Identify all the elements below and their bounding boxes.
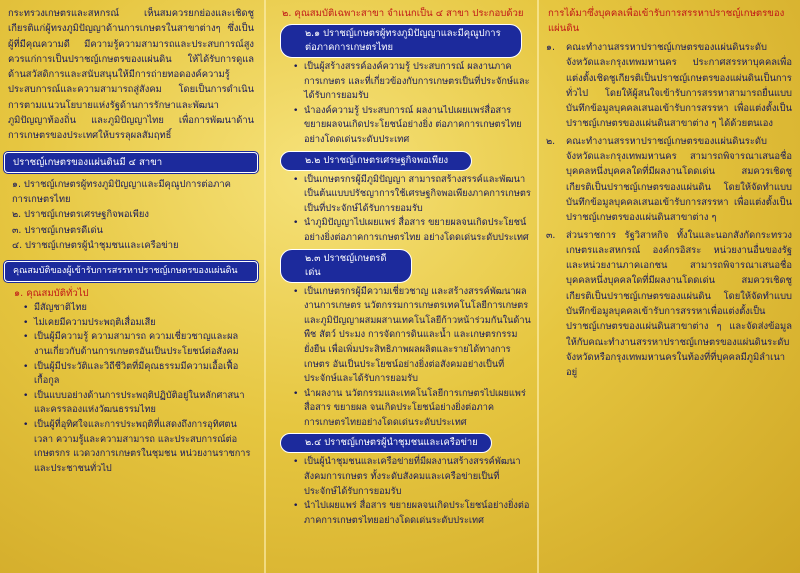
branch-item: ๓. ปราชญ์เกษตรดีเด่น	[12, 224, 103, 236]
item-number: ๑.	[546, 42, 555, 53]
section-2-3-bar: ๒.๓ ปราชญ์เกษตรดีเด่น	[280, 249, 412, 283]
list-item	[546, 228, 792, 381]
general-qualification-list	[8, 301, 254, 476]
section-2-4	[274, 433, 532, 528]
section-2-4-bar: ๒.๔ ปราชญ์เกษตรผู้นำชุมชนและเครือข่าย	[280, 433, 492, 453]
list-item: • นำไปเผยแพร่ สื่อสาร ขยายผลจนเกิดประโยชน์อย่างยิ่งต่อภาคการเกษตรไทยอย่างโดดเด่นระดับประเทศ	[304, 499, 532, 528]
list-item: • เป็นเกษตรกรผู้มีภูมิปัญญา สามารถสร้างสรรค์และพัฒนาเป็นต้นแบบปรัชญาการใช้เศรษฐกิจพอเพียงภาคการเกษตร เป็นที่ประจักษ์ได้รับการยอมรับ	[304, 173, 532, 217]
section-2-2-bar: ๒.๒ ปราชญ์เกษตรเศรษฐกิจพอเพียง	[280, 151, 472, 171]
list-item	[546, 134, 792, 226]
list-item: • นำภูมิปัญญาไปเผยแพร่ สื่อสาร ขยายผลจนเกิดประโยชน์อย่างยิ่งต่อภาคการเกษตรไทย อย่างโดดเด่นระดับประเทศ	[304, 216, 532, 245]
item-number: ๒.	[546, 135, 556, 147]
list-item	[546, 40, 792, 132]
list-item: • เป็นแบบอย่างด้านการประพฤติปฏิบัติอยู่ในหลักศาสนาและครรลองแห่งวัฒนธรรมไทย	[34, 389, 254, 418]
section-2-2-list	[274, 173, 532, 246]
branch-item: ๒. ปราชญ์เกษตรเศรษฐกิจพอเพียง	[12, 209, 149, 221]
list-item: • นำองค์ความรู้ ประสบการณ์ ผลงานไปเผยแพร่สื่อสาร ขยายผลจนเกิดประโยชน์อย่างยิ่ง ต่อภาคการเกษตรไทยอย่างโดดเด่นระดับประเทศ	[304, 104, 532, 148]
list-item: • เป็นผู้นำชุมชนและเครือข่ายที่มีผลงานสร้างสรรค์พัฒนาสังคมการเกษตร ทั้งระดับสังคมและเครือข่ายเป็นที่ประจักษ์ได้รับการยอมรับ	[304, 455, 532, 499]
column-left	[0, 0, 262, 573]
column-middle	[268, 0, 536, 573]
branches-title-bar	[4, 152, 258, 173]
list-item: • ไม่เคยมีความประพฤติเสื่อมเสีย	[34, 316, 254, 331]
item-text: คณะทำงานสรรหาปราชญ์เกษตรของแผ่นดินระดับจังหวัดและกรุงเทพมหานคร ประกาศสรรหาบุคคลเพื่อแต่งตั้งเชิดชูเกียรติเป็นปราชญ์เกษตรของแผ่นดินเป็นการทั่วไป โดยให้ผู้สนใจเข้ารับการสรรหาสามารถยื่นแบบบันทึกข้อมูลบุคคลเสนอเข้ารับการสรรหา เพื่อแต่งตั้งเป็นปราชญ์เกษตรของแผ่นดินสาขาต่าง ๆ ได้ด้วยตนเอง	[566, 42, 792, 130]
list-item: • มีสัญชาติไทย	[34, 301, 254, 316]
list-item: • เป็นผู้สร้างสรรค์องค์ความรู้ ประสบการณ์ ผลงานภาคการเกษตร และที่เกี่ยวข้องกับการเกษตรเป็นที่ประจักษ์และได้รับการยอมรับ	[304, 60, 532, 104]
list-item: • เป็นผู้ที่อุทิศใจและการประพฤติที่แสดงถึงการอุทิศตนเวลา ความรู้และความสามารถ และประสบการณ์ต่อเกษตรกร แวดวงการเกษตรในชุมชน หน่วยงานราชการและประชาชนทั่วไป	[34, 418, 254, 476]
branches-title: ปราชญ์เกษตรของแผ่นดินมี ๔ สาขา	[13, 156, 163, 168]
item-text: คณะทำงานสรรหาปราชญ์เกษตรของแผ่นดินระดับจังหวัดและกรุงเทพมหานคร สามารถพิจารณาเสนอชื่อบุคคลหนึ่งบุคคลใดที่มีผลงานโดดเด่น สมควรเชิดชูเกียรติเป็นปราชญ์เกษตรของแผ่นดิน โดยให้จัดทำแบบบันทึกข้อมูลบุคคลเสนอเข้ารับการสรรหา เพื่อแต่งตั้งเป็นปราชญ์เกษตรของแผ่นดินสาขาต่าง ๆ	[566, 135, 792, 224]
section-2-3-list	[274, 285, 532, 431]
item-number: ๓.	[546, 229, 556, 241]
branch-item: ๔. ปราชญ์เกษตรผู้นำชุมชนและเครือข่าย	[12, 239, 179, 251]
intro-paragraph: กระทรวงเกษตรและสหกรณ์ เห็นสมควรยกย่องและเชิดชูเกียรติแก่ผู้ทรงภูมิปัญญาด้านการเกษตรในสาขาต่างๆ ซึ่งเป็นผู้ที่มีคุณความดี มีความรู้ความสามารถและประสบการณ์สูงควรแก่การเป็นปราชญ์เกษตรของแผ่นดิน ให้ได้รับการดูแลด้านสวัสดิการและสนับสนุนให้มีการถ่ายทอดองค์ความรู้ ประสบการณ์และความสามารถสู่สังคม โดยเป็นการดำเนินการตามแนวนโยบายแห่งรัฐด้านการรักษาและพัฒนาภูมิปัญญาท้องถิ่น และภูมิปัญญาไทย เพื่อการพัฒนาด้านการเกษตรของประเทศให้บรรลุผลสัมฤทธิ์	[8, 8, 254, 142]
section-2-1	[274, 24, 532, 148]
specific-qualification-heading: ๒. คุณสมบัติเฉพาะสาขา จำแนกเป็น ๔ สาขา ประกอบด้วย	[282, 8, 524, 19]
qualification-title: คุณสมบัติของผู้เข้ารับการสรรหาปราชญ์เกษตรของแผ่นดิน	[13, 266, 238, 277]
item-text: ส่วนราชการ รัฐวิสาหกิจ ทั้งในและนอกสังกัดกระทรวงเกษตรและสหกรณ์ องค์กรอิสระ หน่วยงานอื่นของรัฐ และหน่วยงานภาคเอกชน สามารถพิจารณาเสนอชื่อบุคคลหนึ่งบุคคลใดที่มีผลงานโดดเด่น สมควรเชิดชูเกียรติเป็นปราชญ์เกษตรของแผ่นดิน โดยให้จัดทำแบบบันทึกข้อมูลบุคคลเข้ารับการสรรหาเพื่อแต่งตั้งเป็นปราชญ์เกษตรของแผ่นดินสาขาต่าง ๆ และจัดส่งข้อมูลให้กับคณะทำงานสรรหาปราชญ์เกษตรของแผ่นดินระดับจังหวัดหรือกรุงเทพมหานครในท้องที่ที่บุคคลมีภูมิลำเนาอยู่	[566, 229, 792, 379]
list-item: • เป็นผู้มีประวัติและวิถีชีวิตที่มีคุณธรรมมีความเอื้อเฟื้อเกื้อกูล	[34, 360, 254, 389]
general-qualification-heading: ๑. คุณสมบัติทั่วไป	[14, 288, 89, 300]
nomination-list	[544, 40, 792, 381]
branches-list	[8, 177, 254, 253]
list-item: • เป็นผู้มีความรู้ ความสามารถ ความเชี่ยวชาญและผลงานเกี่ยวกับด้านการเกษตรอันเป็นประโยชน์ต่อสังคม	[34, 330, 254, 359]
column-right	[540, 0, 800, 573]
qualification-title-bar	[4, 261, 258, 282]
section-2-1-list	[274, 60, 532, 148]
nomination-heading: การได้มาซึ่งบุคคลเพื่อเข้ารับการสรรหาปราชญ์เกษตรของแผ่นดิน	[548, 8, 785, 34]
list-item: • เป็นเกษตรกรผู้มีความเชี่ยวชาญ และสร้างสรรค์พัฒนาผลงานการเกษตร นวัตกรรมการเกษตรเทคโนโลยีการเกษตร และภูมิปัญญาผสมผสานเทคโนโลยีก้าวหน้าร่วมกันในด้านพืช สัตว์ ประมง การจัดการดินและน้ำ และเกษตรกรรมยั่งยืน เพื่อเพิ่มประสิทธิภาพผลผลิตและรายได้ทางการเกษตร อันเป็นประโยชน์อย่างยิ่งต่อสังคมอย่างเป็นที่ประจักษ์และได้รับการยอมรับ	[304, 285, 532, 387]
section-2-1-bar: ๒.๑ ปราชญ์เกษตรผู้ทรงภูมิปัญญาและมีคุณูปการต่อภาคการเกษตรไทย	[280, 24, 522, 58]
section-2-2	[274, 151, 532, 246]
list-item: • นำผลงาน นวัตกรรมและเทคโนโลยีการเกษตรไปเผยแพร่ สื่อสาร ขยายผล จนเกิดประโยชน์อย่างยิ่งต่อภาคการเกษตรไทยอย่างโดดเด่นระดับประเทศ	[304, 387, 532, 431]
section-2-3	[274, 249, 532, 431]
branch-item: ๑. ปราชญ์เกษตรผู้ทรงภูมิปัญญาและมีคุณูปการต่อภาคการเกษตรไทย	[12, 178, 231, 205]
section-2-4-list	[274, 455, 532, 528]
